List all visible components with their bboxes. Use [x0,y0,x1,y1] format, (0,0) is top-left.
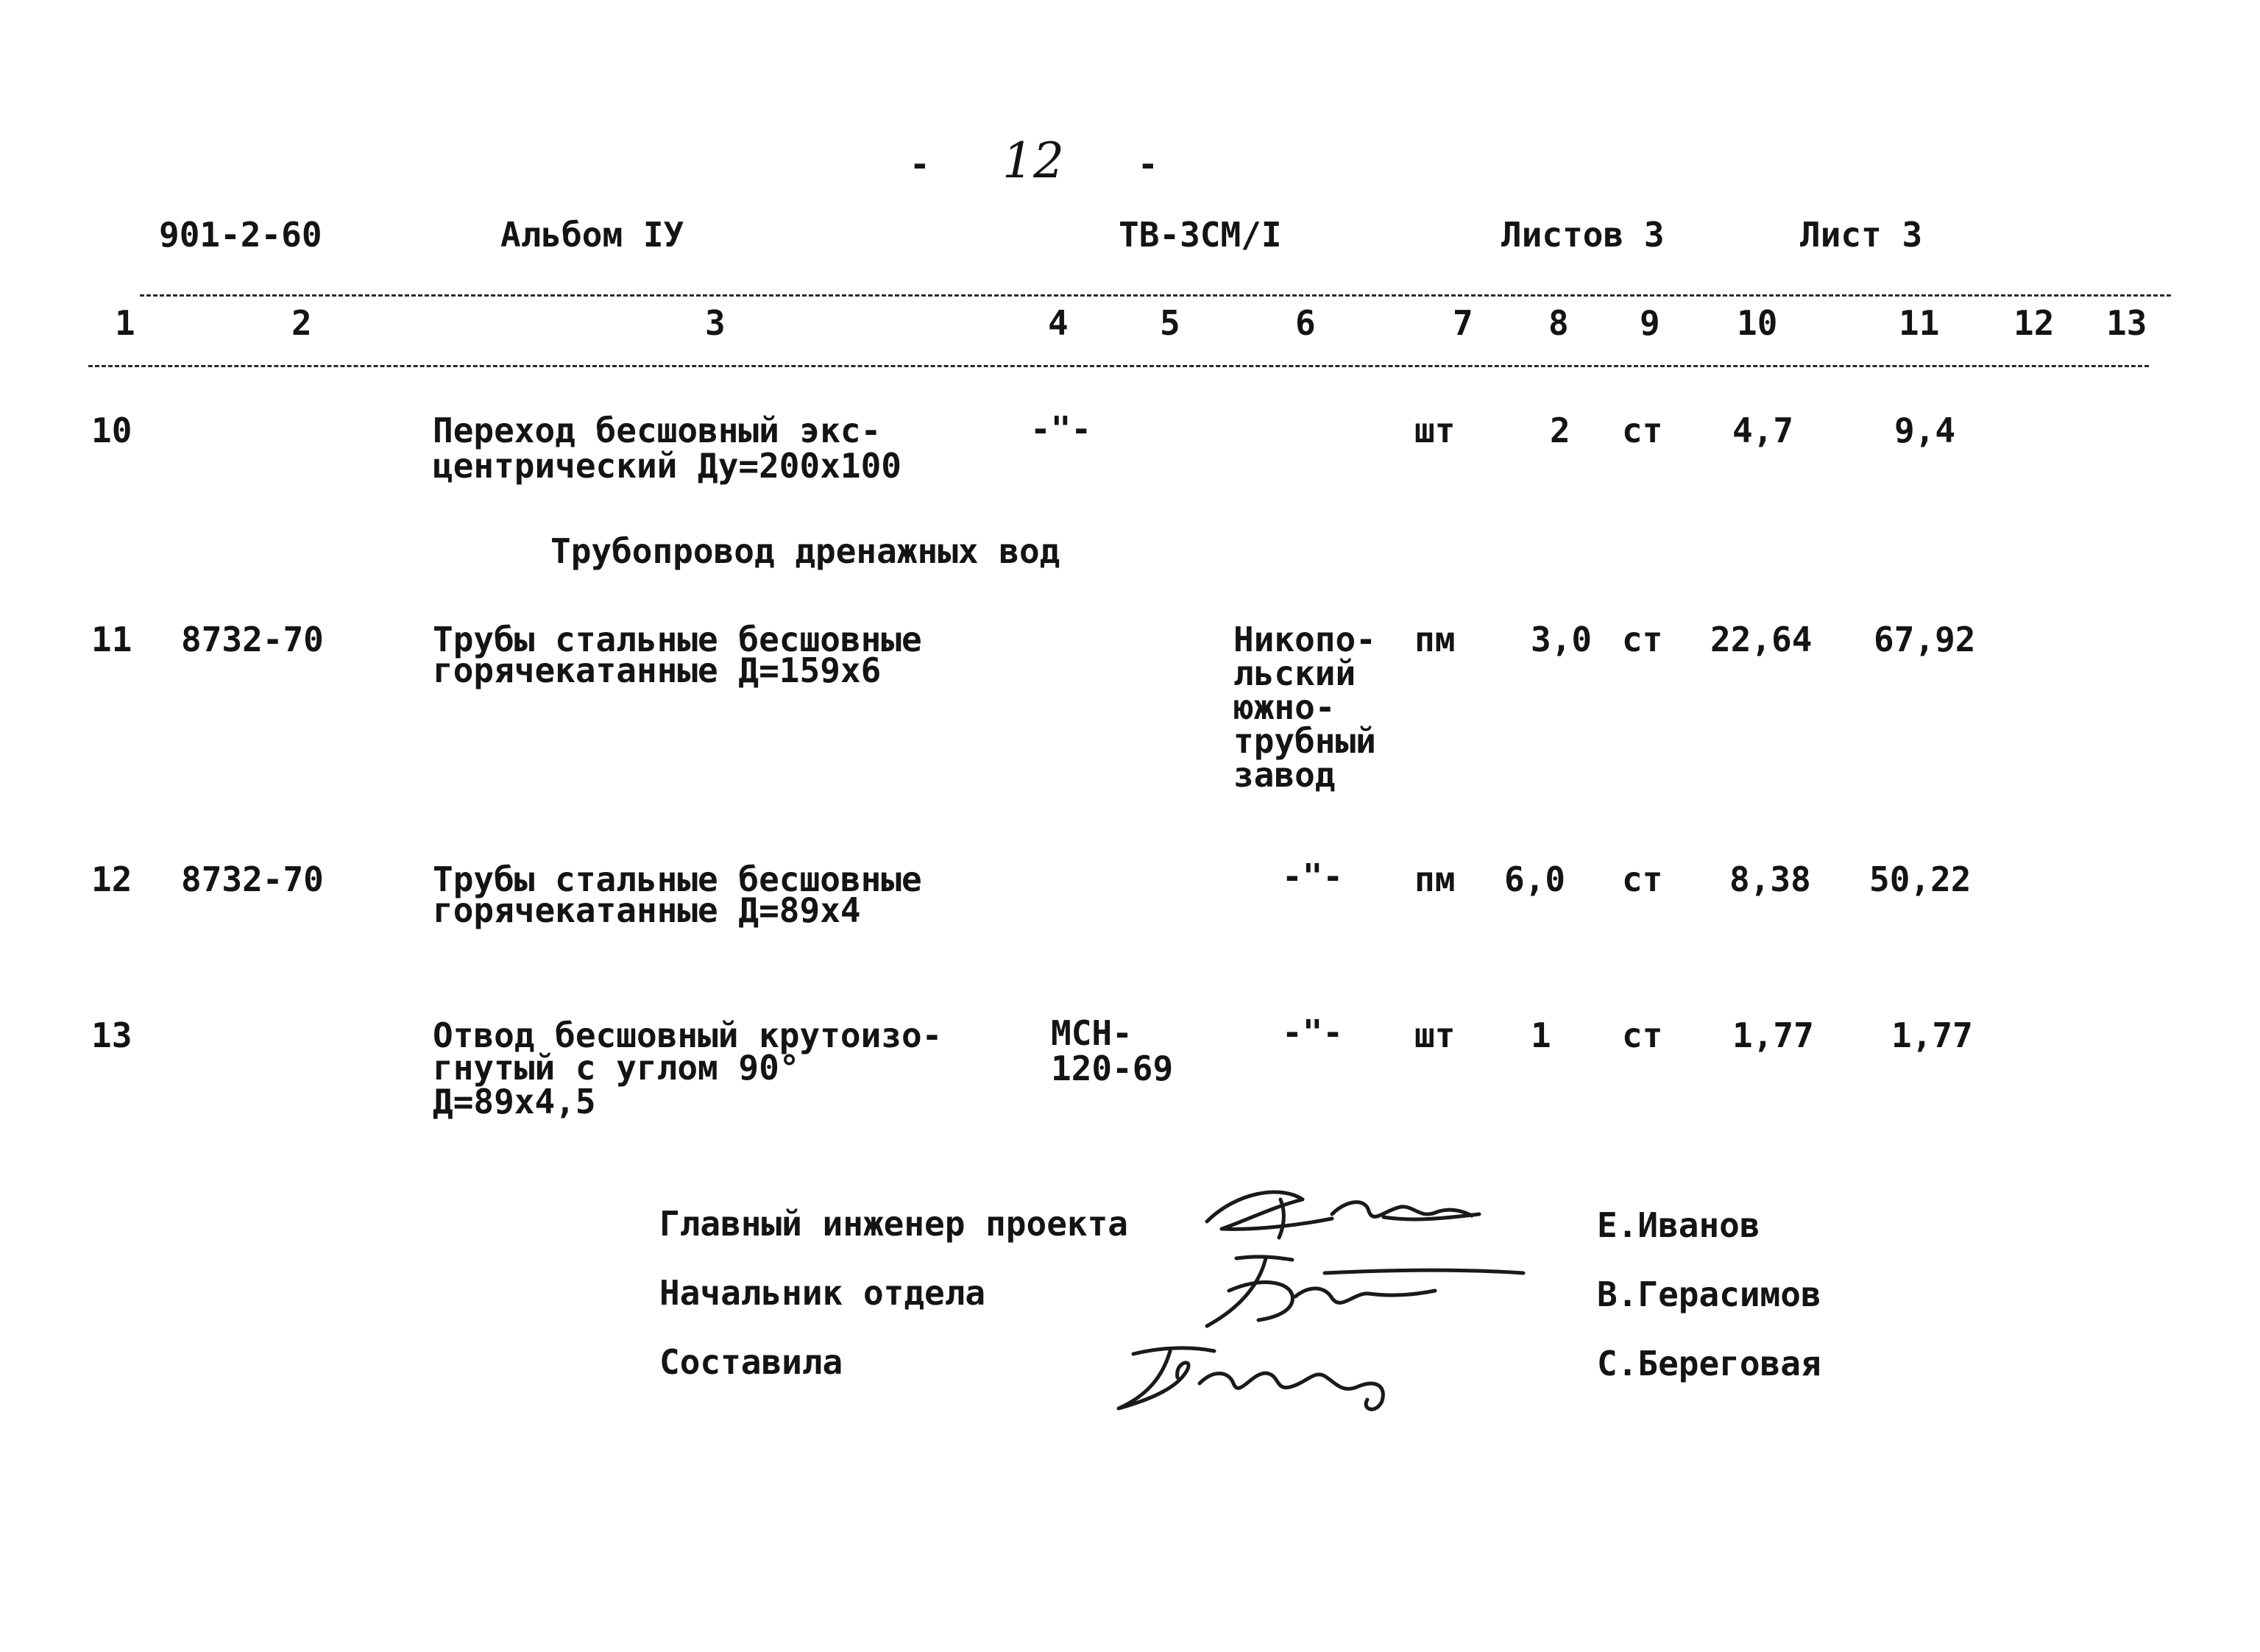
row-11-manufacturer-line3: южно- [1233,687,1336,727]
row-11-manufacturer-line5: завод [1233,755,1336,795]
row-11-unit-mass: 22,64 [1710,620,1813,659]
row-13-name-line1: Отвод бесшовный крутоизо- [433,1015,943,1055]
row-10-unit-mass: 4,7 [1732,411,1794,450]
signature-name-compiler: С.Береговая [1597,1344,1821,1383]
row-11-manufacturer-line4: трубный [1233,721,1376,761]
row-12-qty: 6,0 [1504,859,1566,899]
row-13-material: ст [1622,1015,1663,1055]
row-11-name-line1: Трубы стальные бесшовные [433,620,922,659]
signature-role-compiler: Составила [659,1342,843,1382]
row-11-name-line2: горячекатанные Д=159х6 [433,650,882,690]
col-6: 6 [1295,303,1316,343]
signature-role-chief-engineer: Главный инженер проекта [659,1204,1128,1244]
col-11: 11 [1899,303,1940,343]
row-13-name-line2: гнутый с углом 90° [433,1048,800,1088]
page-number: 12 [1002,132,1064,189]
row-10-total-mass: 9,4 [1894,411,1956,450]
row-11-gost: 8732-70 [181,620,324,659]
signature-name-chief-engineer: Е.Иванов [1597,1205,1760,1245]
row-12-total-mass: 50,22 [1869,859,1972,899]
header-rule-bottom [88,365,2149,367]
row-11-manufacturer-line2: льский [1233,653,1356,693]
row-13-qty: 1 [1531,1015,1551,1055]
row-12-name-line1: Трубы стальные бесшовные [433,859,922,899]
signature-name-department-head: В.Герасимов [1597,1275,1821,1314]
section-heading: Трубопровод дренажных вод [550,531,1060,571]
col-4: 4 [1048,303,1069,343]
col-13: 13 [2106,303,2147,343]
row-10-unit: шт [1414,411,1456,450]
row-13-unit: шт [1414,1015,1456,1055]
sheets-total: Листов 3 [1501,215,1665,255]
row-12-gost: 8732-70 [181,859,324,899]
row-13-number: 13 [91,1015,132,1055]
row-13-col4: МСН- 120-69 [1051,1013,1174,1088]
col-1: 1 [115,303,135,343]
row-10-name-line2: центрический Ду=200х100 [433,446,901,486]
row-11-total-mass: 67,92 [1874,620,1976,659]
col-3: 3 [705,303,726,343]
row-11-unit: пм [1414,620,1456,659]
row-13-name-line3: Д=89х4,5 [433,1082,596,1121]
row-13-unit-mass: 1,77 [1732,1015,1814,1055]
row-11-material: ст [1622,620,1663,659]
col-10: 10 [1737,303,1778,343]
row-10-col4: -"- [1030,409,1092,449]
row-12-col6: -"- [1282,857,1344,896]
row-10-qty: 2 [1550,411,1570,450]
row-11-manufacturer-line1: Никопо- [1233,620,1376,659]
row-13-col6: -"- [1282,1013,1344,1052]
page-number-dash-left: - [910,144,930,184]
page-number-dash-right: - [1138,144,1158,184]
row-12-name-line2: горячекатанные Д=89х4 [433,890,861,930]
row-12-material: ст [1622,859,1663,899]
row-10-name-line1: Переход бесшовный экс- [433,411,882,450]
album-label: Альбом IУ [500,215,684,255]
row-12-unit: пм [1414,859,1456,899]
col-7: 7 [1453,303,1473,343]
sheet-number: Лист 3 [1800,215,1923,255]
series-code: ТВ-3СМ/I [1119,215,1282,255]
row-11-number: 11 [91,620,132,659]
row-12-unit-mass: 8,38 [1729,859,1811,899]
row-11-qty: 3,0 [1531,620,1593,659]
row-10-material: ст [1622,411,1663,450]
handwritten-signature-compiler [1104,1325,1413,1420]
col-2: 2 [291,303,312,343]
col-12: 12 [2013,303,2055,343]
header-rule-top [140,294,2171,297]
col-9: 9 [1640,303,1660,343]
row-13-total-mass: 1,77 [1891,1015,1973,1055]
doc-code: 901-2-60 [159,215,322,255]
row-10-number: 10 [91,411,132,450]
col-5: 5 [1160,303,1180,343]
row-12-number: 12 [91,859,132,899]
col-8: 8 [1548,303,1569,343]
signature-role-department-head: Начальник отдела [659,1273,986,1313]
